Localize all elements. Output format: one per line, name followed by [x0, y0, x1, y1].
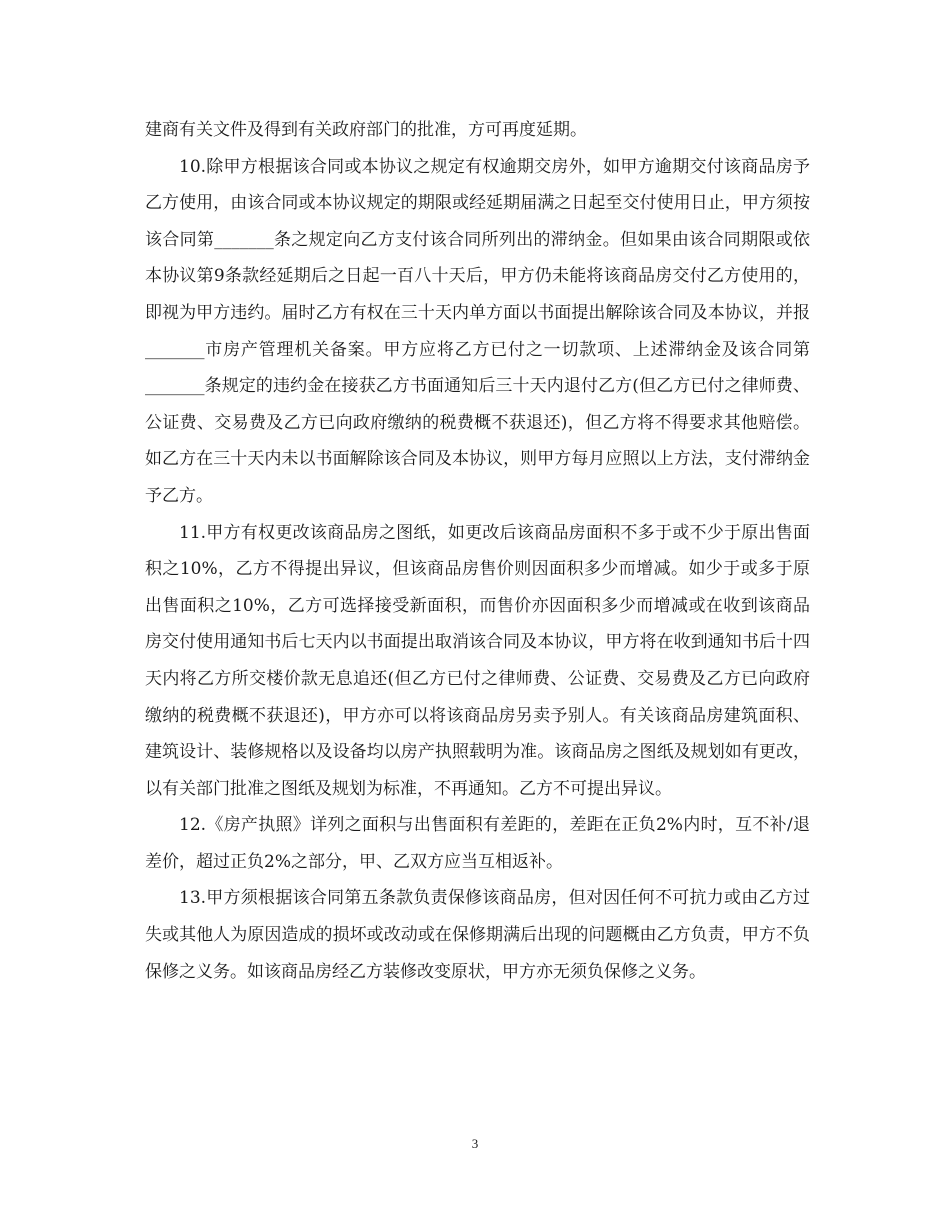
paragraph-clause-13: 13.甲方须根据该合同第五条款负责保修该商品房，但对因任何不可抗力或由乙方过失或其他人为原因造成的损坏或改动或在保修期满后出现的问题概由乙方负责，甲方不负保修之义务。如该商品房经乙方装修改变原状，甲方亦无须负保修之义务。 [145, 888, 810, 982]
paragraph-continuation: 建商有关文件及得到有关政府部门的批准，方可再度延期。 [145, 120, 587, 140]
paragraph-clause-10: 10.除甲方根据该合同或本协议之规定有权逾期交房外，如甲方逾期交付该商品房予乙方使用，由该合同或本协议规定的期限或经延期届满之日起至交付使用日止，甲方须按该合同第_______条之规定向乙方支付该合同所列出的滞纳金。但如果由该合同期限或依本协议第9条款经延期后之日起一百八十天后，甲方仍未能将该商品房交付乙方使用的，即视为甲方违约。届时乙方有权在三十天内单方面以书面提出解除该合同及本协议，并报_______市房产管理机关备案。甲方应将乙方已付之一切款项、上述滞纳金及该合同第_______条规定的违约金在接获乙方书面通知后三十天内退付乙方(但乙方已付之律师费、公证费、交易费及乙方已向政府缴纳的税费概不获退还)，但乙方将不得要求其他赔偿。如乙方在三十天内未以书面解除该合同及本协议，则甲方每月应照以上方法，支付滞纳金予乙方。 [145, 156, 810, 506]
page-number: 3 [471, 1136, 479, 1151]
paragraph-clause-12: 12.《房产执照》详列之面积与出售面积有差距的，差距在正负2%内时，互不补/退差价，超过正负2%之部分，甲、乙双方应当互相返补。 [145, 815, 810, 872]
document-body [145, 112, 810, 990]
paragraph-clause-11: 11.甲方有权更改该商品房之图纸，如更改后该商品房面积不多于或不少于原出售面积之10%，乙方不得提出异议，但该商品房售价则因面积多少而增减。如少于或多于原出售面积之10%，乙方可选择接受新面积，而售价亦因面积多少而增减或在收到该商品房交付使用通知书后七天内以书面提出取消该合同及本协议，甲方将在收到通知书后十四天内将乙方所交楼价款无息追还(但乙方已付之律师费、公证费、交易费及乙方已向政府缴纳的税费概不获退还)，甲方亦可以将该商品房另卖予别人。有关该商品房建筑面积、建筑设计、装修规格以及设备均以房产执照载明为准。该商品房之图纸及规划如有更改，以有关部门批准之图纸及规划为标准，不再通知。乙方不可提出异议。 [145, 522, 810, 799]
